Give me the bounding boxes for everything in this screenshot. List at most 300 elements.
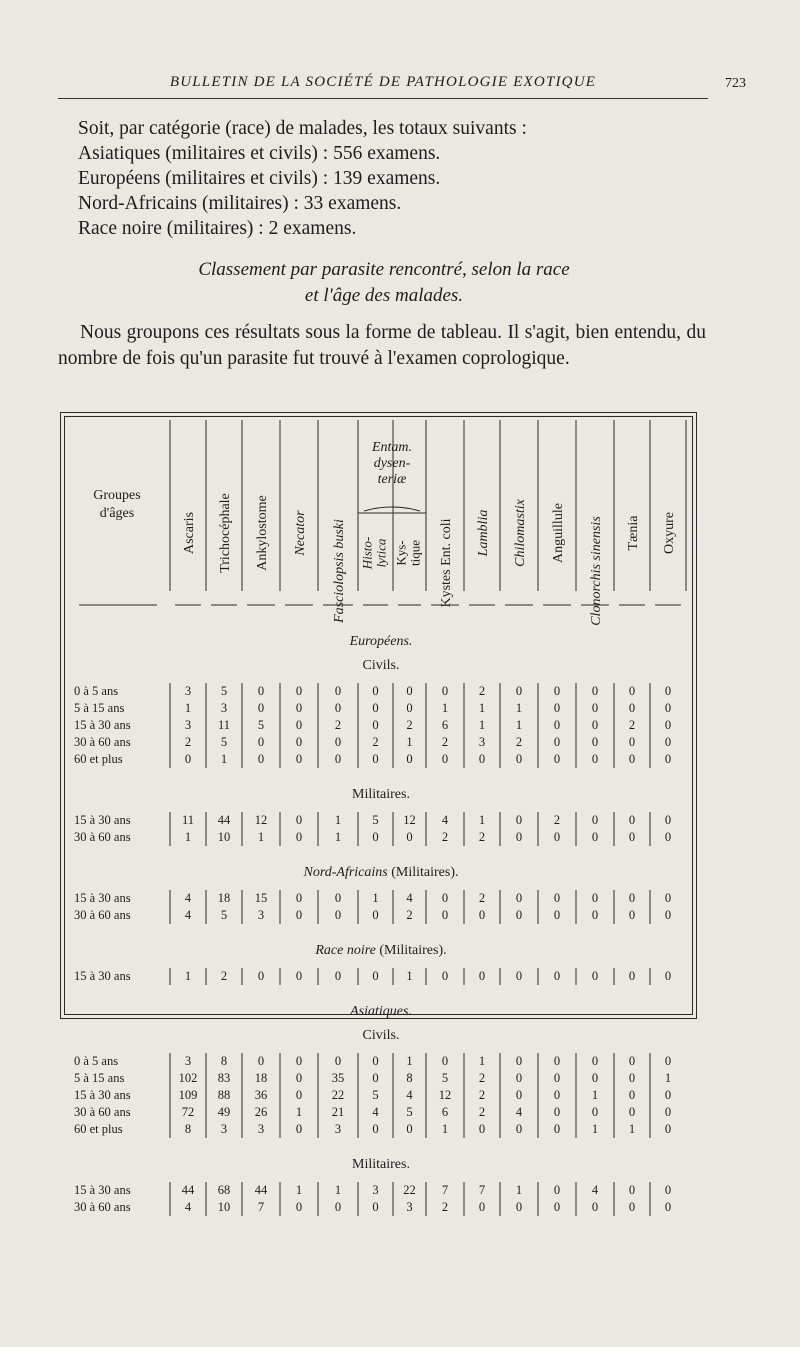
table-cell: 0: [406, 701, 413, 715]
table-cell: 0: [628, 752, 636, 766]
section-title: [349, 1004, 412, 1019]
table-cell: 0: [591, 701, 599, 715]
table-cell: 3: [184, 1054, 192, 1068]
table-cell: 0: [515, 830, 523, 844]
table-cell: 0: [628, 1200, 636, 1214]
table-cell: 0: [478, 908, 486, 922]
table-cell: 1: [406, 735, 413, 749]
table-cell: 0: [628, 830, 636, 844]
table-cell: 3: [372, 1183, 379, 1197]
table-cell: 0: [553, 1088, 561, 1102]
table-cell: 3: [257, 908, 265, 922]
table-cell: 7: [257, 1200, 265, 1214]
table-cell: 44: [254, 1183, 268, 1197]
table-cell: 0: [553, 1200, 561, 1214]
table-cell: 0: [591, 813, 599, 827]
table-cell: 2: [184, 735, 192, 749]
table-cell: 12: [438, 1088, 452, 1102]
table-cell: 4: [184, 891, 192, 905]
row-group-label: 15 à 30 ans: [74, 891, 131, 905]
table-cell: 2: [553, 813, 561, 827]
table-cell: 0: [334, 701, 342, 715]
table-cell: 0: [628, 908, 636, 922]
table-cell: 0: [334, 735, 342, 749]
table-cell: 0: [628, 701, 636, 715]
table-cell: 0: [664, 813, 672, 827]
table-cell: 0: [553, 1183, 561, 1197]
section-title: [302, 865, 458, 880]
table-cell: 5: [220, 684, 228, 698]
table-cell: 0: [515, 813, 523, 827]
table-cell: 0: [441, 1054, 449, 1068]
table-cell: 68: [217, 1183, 231, 1197]
table-cell: 0: [295, 1122, 303, 1136]
table-cell: 0: [295, 701, 303, 715]
table-cell: 0: [334, 908, 342, 922]
row-group-label: 15 à 30 ans: [74, 813, 131, 827]
table-cell: 0: [664, 1122, 672, 1136]
table-cell: 0: [591, 752, 599, 766]
table-cell: 4: [591, 1183, 599, 1197]
table-cell: 1: [406, 1054, 413, 1068]
table-cell: 4: [441, 813, 449, 827]
summary-line: Nord-Africains (militaires) : 33 examens.: [78, 193, 402, 214]
table-cell: 2: [478, 1071, 486, 1085]
table-cell: 1: [628, 1122, 636, 1136]
summary-line: Race noire (militaires) : 2 examens.: [78, 218, 357, 239]
column-label: Oxyure: [662, 512, 677, 554]
table-cell: 0: [664, 1183, 672, 1197]
table-cell: 0: [515, 891, 523, 905]
table-cell: 15: [254, 891, 268, 905]
table-cell: 0: [184, 752, 192, 766]
table-cell: 0: [591, 1071, 599, 1085]
table-cell: 1: [334, 1183, 342, 1197]
table-cell: 1: [184, 969, 192, 983]
row-group-label: 60 et plus: [74, 752, 123, 766]
table-cell: 5: [257, 718, 265, 732]
table-cell: 0: [591, 718, 599, 732]
table-cell: 0: [591, 908, 599, 922]
table-cell: 0: [591, 1054, 599, 1068]
table-cell: 0: [295, 684, 303, 698]
section-title: [349, 634, 413, 649]
table-cell: 0: [664, 735, 672, 749]
table-cell: 0: [628, 735, 636, 749]
heading-line: et l'âge des malades.: [304, 285, 464, 306]
table-cell: 0: [553, 1054, 561, 1068]
table-cell: 1: [591, 1122, 599, 1136]
section-title-suffix: (Militaires).: [379, 943, 447, 958]
table-cell: 3: [220, 701, 228, 715]
group-header-text: Groupes: [93, 488, 141, 503]
table-cell: 1: [515, 701, 523, 715]
table-cell: 3: [220, 1122, 228, 1136]
table-cell: 5: [406, 1105, 413, 1119]
row-group-label: 15 à 30 ans: [74, 1183, 131, 1197]
table-cell: 4: [406, 1088, 413, 1102]
table-cell: 0: [441, 684, 449, 698]
summary-line: Européens (militaires et civils) : 139 examens.: [78, 168, 441, 189]
table-cell: 2: [478, 1105, 486, 1119]
journal-title: BULLETIN DE LA SOCIÉTÉ DE PATHOLOGIE EXOTIQUE: [169, 74, 597, 90]
table-cell: 1: [515, 718, 523, 732]
table-cell: 0: [591, 891, 599, 905]
table-cell: 6: [441, 1105, 449, 1119]
table-cell: 3: [257, 1122, 265, 1136]
table-cell: 0: [628, 969, 636, 983]
entamoeba-header-text: dysen-: [373, 456, 411, 471]
table-cell: 0: [515, 1122, 523, 1136]
table-cell: 7: [478, 1183, 486, 1197]
table-cell: 0: [441, 969, 449, 983]
table-cell: 2: [406, 908, 413, 922]
table-cell: 1: [406, 969, 413, 983]
table-cell: 1: [478, 701, 486, 715]
table-cell: 0: [628, 1054, 636, 1068]
table-cell: 88: [217, 1088, 231, 1102]
table-cell: 0: [553, 752, 561, 766]
table-cell: 18: [217, 891, 231, 905]
row-group-label: 30 à 60 ans: [74, 830, 131, 844]
table-cell: 0: [406, 1122, 413, 1136]
table-cell: 3: [184, 684, 192, 698]
table-cell: 0: [553, 735, 561, 749]
table-cell: 0: [664, 1200, 672, 1214]
table-cell: 3: [334, 1122, 342, 1136]
table-cell: 0: [628, 891, 636, 905]
table-cell: 10: [217, 1200, 231, 1214]
column-label: Fasciolopsis buski: [332, 519, 347, 623]
parasite-table-grid: [61, 413, 698, 1214]
table-cell: 0: [553, 1122, 561, 1136]
table-cell: 0: [295, 1088, 303, 1102]
section-title: [314, 943, 446, 958]
table-cell: 1: [295, 1105, 303, 1119]
column-label: Lamblia: [476, 509, 491, 557]
table-cell: 5: [220, 908, 228, 922]
table-cell: 1: [184, 701, 192, 715]
table-cell: 0: [628, 1071, 636, 1085]
table-cell: 0: [257, 752, 265, 766]
column-label: Ankylostome: [255, 495, 270, 571]
table-cell: 1: [295, 1183, 303, 1197]
table-cell: 0: [664, 701, 672, 715]
table-cell: 1: [184, 830, 192, 844]
totals-summary: [78, 116, 527, 241]
table-cell: 4: [184, 908, 192, 922]
paragraph-text: Nous groupons ces résultats sous la forme de tableau. Il s'agit, bien entendu, du nombre de fois qu'un parasite fut trouvé à l'examen coprologique.: [58, 322, 706, 369]
table-cell: 4: [372, 1105, 379, 1119]
table-cell: 2: [628, 718, 636, 732]
table-cell: 0: [478, 1200, 486, 1214]
table-cell: 6: [441, 718, 449, 732]
table-cell: 0: [372, 1071, 379, 1085]
table-cell: 0: [257, 735, 265, 749]
section-title-suffix: (Militaires).: [391, 865, 459, 880]
table-cell: 0: [372, 718, 379, 732]
table-cell: 1: [478, 813, 486, 827]
table-cell: 0: [295, 891, 303, 905]
paragraph: [58, 320, 706, 371]
column-label: Kystes Ent. coli: [439, 518, 454, 608]
table-cell: 5: [372, 1088, 379, 1102]
table-cell: 35: [331, 1071, 345, 1085]
column-label: Clonorchis sinensis: [589, 516, 604, 626]
table-cell: 8: [220, 1054, 228, 1068]
table-cell: 2: [515, 735, 523, 749]
table-cell: 0: [628, 1183, 636, 1197]
table-cell: 0: [372, 969, 379, 983]
table-cell: 0: [372, 1200, 379, 1214]
table-cell: 0: [334, 1200, 342, 1214]
table-cell: 0: [628, 684, 636, 698]
table-cell: 0: [515, 1200, 523, 1214]
table-cell: 0: [295, 908, 303, 922]
table-cell: 0: [591, 969, 599, 983]
row-group-label: 5 à 15 ans: [74, 701, 125, 715]
table-cell: 0: [553, 969, 561, 983]
table-cell: 0: [334, 969, 342, 983]
table-cell: 2: [478, 684, 486, 698]
column-label: Kys-: [393, 540, 409, 566]
table-cell: 0: [441, 752, 449, 766]
table-cell: 36: [254, 1088, 268, 1102]
table-cell: 0: [664, 1088, 672, 1102]
table-cell: 8: [184, 1122, 192, 1136]
entamoeba-header-text: teriæ: [377, 472, 407, 487]
summary-line: Asiatiques (militaires et civils) : 556 examens.: [78, 143, 441, 164]
table-cell: 0: [515, 969, 523, 983]
table-cell: 0: [441, 891, 449, 905]
column-label: Necator: [293, 510, 308, 556]
row-group-label: 0 à 5 ans: [74, 1054, 119, 1068]
table-cell: 0: [515, 908, 523, 922]
section-subtitle: Civils.: [362, 1028, 400, 1043]
table-cell: 0: [664, 1105, 672, 1119]
table-cell: 4: [184, 1200, 192, 1214]
running-head: [58, 74, 746, 99]
section-subtitle: Militaires.: [352, 787, 410, 802]
table-cell: 21: [331, 1105, 345, 1119]
row-group-label: 30 à 60 ans: [74, 735, 131, 749]
column-label: tique: [407, 540, 423, 566]
table-cell: 0: [515, 684, 523, 698]
table-cell: 83: [217, 1071, 231, 1085]
table-cell: 0: [478, 752, 486, 766]
column-label: Anguillule: [551, 503, 566, 563]
table-cell: 5: [441, 1071, 449, 1085]
table-cell: 0: [257, 684, 265, 698]
table-cell: 10: [217, 830, 231, 844]
table-cell: 0: [257, 701, 265, 715]
table-cell: 44: [217, 813, 231, 827]
table-cell: 4: [515, 1105, 523, 1119]
table-cell: 0: [553, 1105, 561, 1119]
table-cell: 5: [220, 735, 228, 749]
table-cell: 0: [515, 1088, 523, 1102]
table-cell: 18: [254, 1071, 268, 1085]
table-cell: 102: [178, 1071, 198, 1085]
table-cell: 12: [403, 813, 416, 827]
table-cell: 0: [591, 684, 599, 698]
group-header-text: d'âges: [99, 506, 135, 521]
row-group-label: 15 à 30 ans: [74, 718, 131, 732]
table-cell: 0: [628, 813, 636, 827]
row-group-label: 30 à 60 ans: [74, 908, 131, 922]
table-cell: 1: [591, 1088, 599, 1102]
table-cell: 12: [254, 813, 268, 827]
table-cell: 1: [478, 718, 486, 732]
table-cell: 2: [441, 830, 449, 844]
table-cell: 7: [441, 1183, 449, 1197]
table-cell: 4: [406, 891, 413, 905]
table-cell: 0: [372, 701, 379, 715]
row-group-label: 5 à 15 ans: [74, 1071, 125, 1085]
table-cell: 0: [664, 1054, 672, 1068]
section-subtitle: Civils.: [362, 658, 400, 673]
column-label: Chilomastix: [513, 499, 528, 567]
table-cell: 0: [553, 891, 561, 905]
entamoeba-header-text: Entam.: [371, 440, 413, 455]
section-title-italic: Asiatiques.: [350, 1004, 412, 1019]
table-cell: 0: [295, 813, 303, 827]
table-cell: 0: [372, 752, 379, 766]
table-cell: 0: [441, 908, 449, 922]
parasite-table: [60, 412, 697, 1214]
table-cell: 0: [591, 735, 599, 749]
table-cell: 1: [515, 1183, 523, 1197]
table-cell: 26: [254, 1105, 268, 1119]
table-cell: 5: [372, 813, 379, 827]
table-cell: 8: [406, 1071, 413, 1085]
table-cell: 0: [295, 752, 303, 766]
table-cell: 2: [220, 969, 228, 983]
table-cell: 0: [553, 701, 561, 715]
table-cell: 1: [334, 830, 342, 844]
column-label: Ascaris: [182, 512, 197, 554]
table-cell: 0: [406, 684, 413, 698]
entamoeba-brace: [364, 507, 420, 511]
table-cell: 0: [295, 1054, 303, 1068]
table-cell: 72: [181, 1105, 195, 1119]
table-cell: 0: [372, 1122, 379, 1136]
table-cell: 0: [664, 752, 672, 766]
table-cell: 0: [295, 969, 303, 983]
table-cell: 0: [334, 891, 342, 905]
table-cell: 44: [181, 1183, 195, 1197]
table-cell: 2: [441, 735, 449, 749]
table-cell: 0: [295, 1071, 303, 1085]
table-cell: 0: [628, 1105, 636, 1119]
table-cell: 0: [257, 1054, 265, 1068]
section-title-italic: Européens.: [349, 634, 413, 649]
heading-line: Classement par parasite rencontré, selon la race: [198, 259, 570, 280]
table-cell: 0: [515, 1054, 523, 1068]
table-cell: 0: [553, 830, 561, 844]
row-group-label: 30 à 60 ans: [74, 1200, 131, 1214]
table-cell: 2: [334, 718, 342, 732]
table-cell: 0: [664, 891, 672, 905]
table-cell: 49: [217, 1105, 231, 1119]
table-cell: 0: [334, 1054, 342, 1068]
table-cell: 1: [478, 1054, 486, 1068]
table-cell: 0: [372, 830, 379, 844]
table-cell: 2: [406, 718, 413, 732]
table-cell: 3: [478, 735, 486, 749]
table-cell: 0: [334, 684, 342, 698]
table-cell: 2: [478, 1088, 486, 1102]
table-cell: 2: [372, 735, 379, 749]
row-group-label: 0 à 5 ans: [74, 684, 119, 698]
table-cell: 11: [181, 813, 195, 827]
table-cell: 0: [295, 718, 303, 732]
summary-line: Soit, par catégorie (race) de malades, les totaux suivants :: [78, 118, 527, 139]
table-cell: 0: [372, 1054, 379, 1068]
row-group-label: 15 à 30 ans: [74, 1088, 131, 1102]
table-cell: 0: [334, 752, 342, 766]
section-heading: [60, 257, 708, 309]
table-cell: 0: [295, 735, 303, 749]
table-cell: 0: [591, 1105, 599, 1119]
table-cell: 1: [441, 701, 449, 715]
table-cell: 0: [664, 830, 672, 844]
column-label: Trichocéphale: [218, 493, 233, 573]
table-cell: 0: [372, 684, 379, 698]
table-cell: 1: [372, 891, 379, 905]
table-cell: 0: [478, 1122, 486, 1136]
table-cell: 11: [217, 718, 231, 732]
table-cell: 1: [334, 813, 342, 827]
table-cell: 1: [257, 830, 265, 844]
table-cell: 22: [331, 1088, 345, 1102]
table-cell: 1: [441, 1122, 449, 1136]
table-cell: 2: [478, 830, 486, 844]
table-cell: 0: [372, 908, 379, 922]
table-cell: 0: [591, 830, 599, 844]
table-cell: 1: [664, 1071, 672, 1085]
section-subtitle: Militaires.: [352, 1157, 410, 1172]
table-cell: 0: [515, 752, 523, 766]
table-cell: 0: [295, 830, 303, 844]
table-cell: 0: [664, 969, 672, 983]
table-cell: 0: [664, 684, 672, 698]
table-cell: 0: [406, 830, 413, 844]
table-cell: 2: [478, 891, 486, 905]
table-cell: 22: [403, 1183, 416, 1197]
table-cell: 0: [478, 969, 486, 983]
table-cell: 0: [553, 684, 561, 698]
table-cell: 0: [553, 718, 561, 732]
column-label: Histo-: [359, 536, 375, 570]
table-cell: 2: [441, 1200, 449, 1214]
table-cell: 0: [257, 969, 265, 983]
table-cell: 3: [406, 1200, 413, 1214]
table-cell: 0: [591, 1200, 599, 1214]
row-group-label: 30 à 60 ans: [74, 1105, 131, 1119]
column-label: lytica: [373, 538, 389, 568]
table-cell: 0: [664, 718, 672, 732]
table-cell: 109: [178, 1088, 198, 1102]
section-title-italic: Race noire: [315, 943, 380, 958]
table-cell: 0: [295, 1200, 303, 1214]
section-title-italic: Nord-Africains: [303, 865, 392, 880]
table-cell: 3: [184, 718, 192, 732]
table-cell: 0: [628, 1088, 636, 1102]
row-group-label: 15 à 30 ans: [74, 969, 131, 983]
table-cell: 0: [553, 1071, 561, 1085]
page-number: 723: [725, 76, 746, 91]
